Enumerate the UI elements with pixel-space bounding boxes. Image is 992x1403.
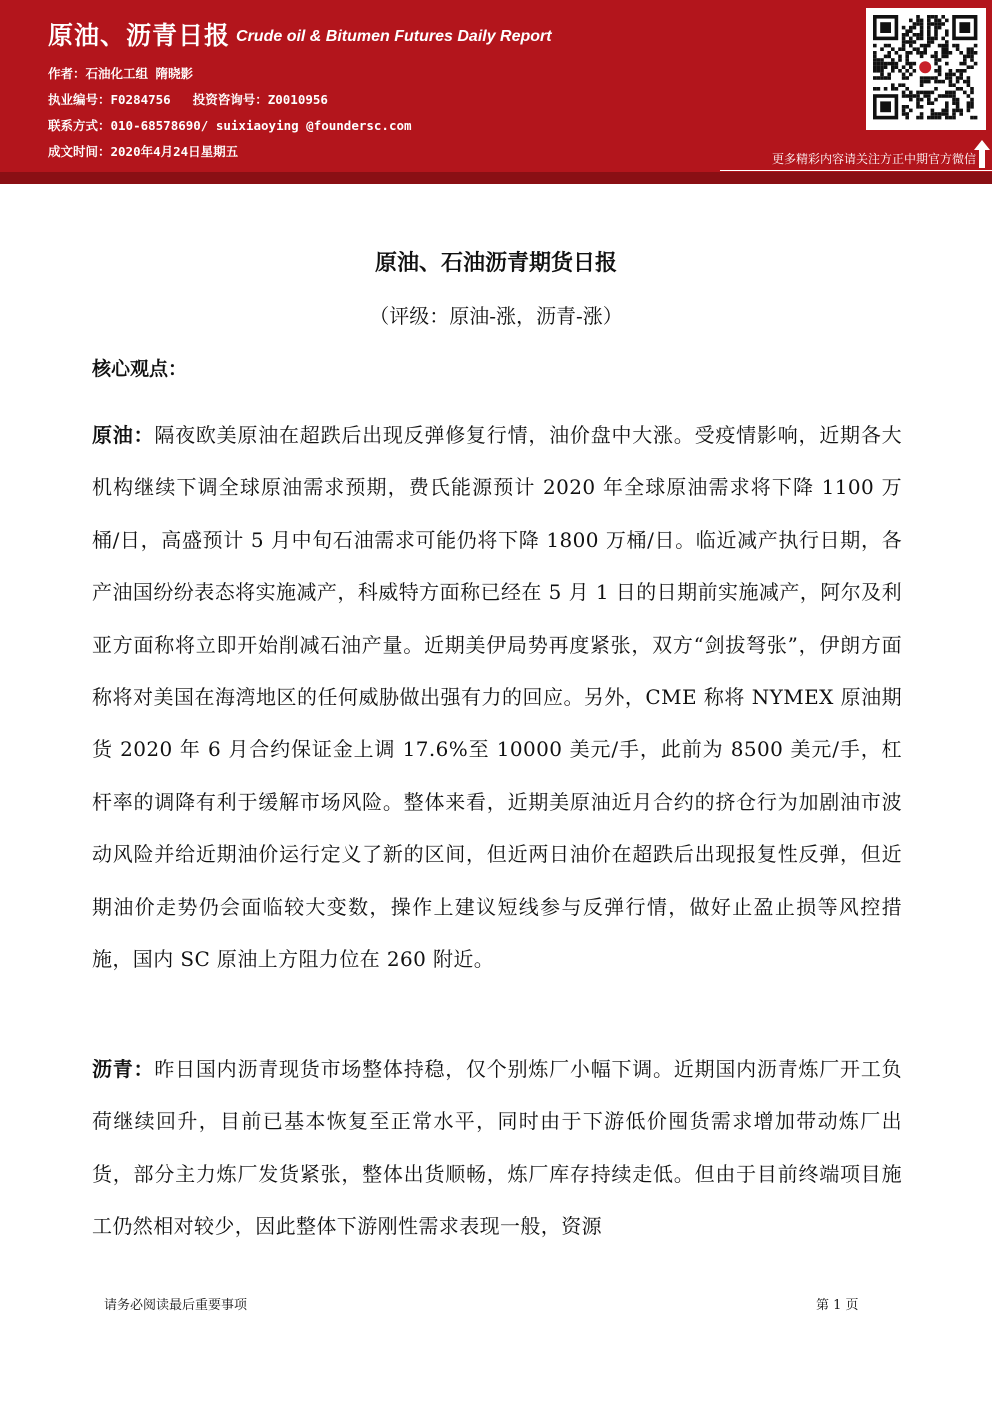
author-line: 作者：石油化工组 隋晓影 <box>48 66 194 81</box>
crude-oil-paragraph <box>92 409 902 985</box>
arrow-up-icon <box>974 140 990 168</box>
follow-wechat-text: 更多精彩内容请关注方正中期官方微信 <box>771 152 976 166</box>
header-banner-strip <box>0 172 992 184</box>
bitumen-text: 昨日国内沥青现货市场整体持稳，仅个别炼厂小幅下调。近期国内沥青炼厂开工负荷继续回升，目前已基本恢复至正常水平，同时由于下游低价囤货需求增加带动炼厂出货，部分主力炼厂发货紧张，整体出货顺畅，炼厂库存持续走低。但由于目前终端项目施工仍然相对较少，因此整体下游刚性需求表现一般，资源 <box>92 1057 902 1239</box>
crude-oil-text: 隔夜欧美原油在超跌后出现反弹修复行情，油价盘中大涨。受疫情影响，近期各大机构继续下调全球原油需求预期，费氏能源预计 2020 年全球原油需求将下降 1100 万桶/日，高盛预计 5 月中旬石油需求可能仍将下降 1800 万桶/日。临近减产执行日期，各产油国纷纷表态将实施减产，科威特方面称已经在 5 月 1 日的日期前实施减产，阿尔及利亚方面称将立即开始削减石油产量。近期美伊局势再度紧张，双方“剑拔弩张”，伊朗方面称将对美国在海湾地区的任何威胁做出强有力的回应。另外，CME 称将 NYMEX 原油期货 2020 年 6 月合约保证金上调 17.6%至 10000 美元/手，此前为 8500 美元/手，杠杆率的调降有利于缓解市场风险。整体来看，近期美原油近月合约的挤仓行为加剧油市波动风险并给近期油价运行定义了新的区间，但近两日油价在超跌后出现报复性反弹，但近期油价走势仍会面临较大变数，操作上建议短线参与反弹行情，做好止盈止损等风控措施，国内 SC 原油上方阻力位在 260 附近。 <box>92 423 902 972</box>
report-title-cn: 原油、沥青日报 <box>48 21 231 50</box>
qr-code-icon <box>866 8 986 130</box>
advisory-number: 投资咨询号：Z0010956 <box>192 92 328 107</box>
page-number: 第 1 页 <box>816 1298 859 1313</box>
date-line: 成文时间：2020年4月24日星期五 <box>48 144 239 159</box>
document-rating: （评级：原油-涨，沥青-涨） <box>369 304 623 328</box>
license-line <box>48 90 328 108</box>
header-divider <box>720 170 992 171</box>
qr-code-graphic <box>866 8 986 130</box>
report-title-en: Crude oil & Bitumen Futures Daily Report <box>236 28 552 45</box>
bitumen-paragraph <box>92 1043 902 1253</box>
license-number: 执业编号：F0284756 <box>48 92 171 107</box>
footer-notice: 请务必阅读最后重要事项 <box>104 1298 248 1313</box>
report-title <box>48 16 552 52</box>
contact-line: 联系方式：010-68578690/ suixiaoying @foundersc.com <box>48 118 412 133</box>
core-view-heading: 核心观点： <box>92 358 188 380</box>
crude-oil-lead: 原油： <box>92 423 155 447</box>
bitumen-lead: 沥青： <box>92 1057 155 1081</box>
document-title: 原油、石油沥青期货日报 <box>374 251 617 276</box>
